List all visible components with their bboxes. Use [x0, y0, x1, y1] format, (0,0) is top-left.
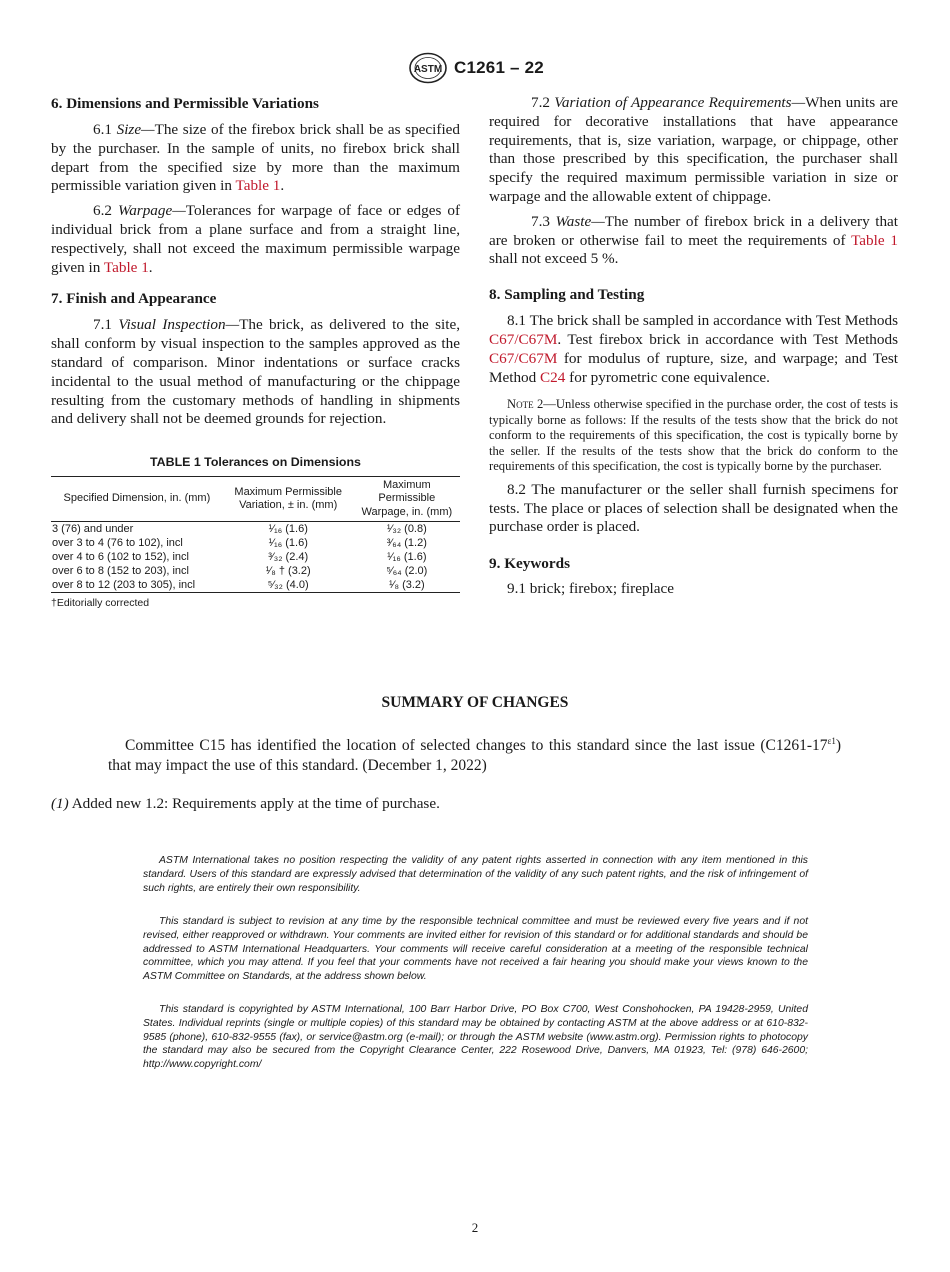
table-row [51, 522, 460, 537]
summary-item [51, 794, 460, 814]
summary-superscript: ε1 [827, 735, 836, 746]
paragraph-7-2 [489, 94, 898, 207]
page-header [0, 52, 950, 86]
paragraph-title: Visual Inspection— [118, 316, 240, 334]
paragraph-text: for pyrometric cone equivalence. [569, 368, 770, 386]
c67-link[interactable]: C67/C67M [489, 330, 558, 348]
paragraph-text: for modulus of rupture, size, and warpage; and Test Method [489, 349, 898, 386]
logo-lettering: ASTM [413, 64, 443, 75]
c24-link[interactable]: C24 [540, 368, 566, 386]
paragraph-text: The size of the firebox brick shall be as specified by the purchaser. In the sample of units, no firebox brick shall depart from the specified size by more than the maximum permissible variation given in [51, 121, 460, 195]
cell-dimension: over 3 to 4 (76 to 102), incl [52, 537, 183, 550]
table-1 [51, 453, 460, 613]
note-text: —Unless otherwise specified in the purchase order, the cost of tests is typically borne as follows: If the results of the tests show that the brick do not conform to the requirements of this specification, the cost is typically borne by the seller. If the results of the tests show that the brick do conform to the requirements of this specification, the cost is typically borne by the purchaser. [489, 397, 899, 474]
paragraph-text: The brick, as delivered to the site, shall conform by visual inspection to the samples approved as the standard of comparison. Minor indentations or surface cracks incidental to the usual method of manufacturing or the chippage resulting from the customary methods of handling in shipments and delivery shall not be deemed grounds for rejection. [51, 316, 461, 428]
summary-title: SUMMARY OF CHANGES [381, 694, 569, 711]
cell-variation: ³⁄₃₂ (2.4) [268, 551, 309, 564]
paragraph-number: 6.1 [93, 121, 112, 138]
legal-text: This standard is copyrighted by ASTM International, 100 Barr Harbor Drive, PO Box C700, West Conshohocken, PA 19428-2959, United States. Individual reprints (single or multiple copies) of this standard may be obtained by contacting ASTM at the above address or at 610-832-9585 (phone), 610-832-9555 (fax), or service@astm.org (e-mail); or through the ASTM website (www.astm.org). Permission rights to photocopy the standard may also be secured from the Copyright Clearance Center, 222 Rosewood Drive, Danvers, MA 01923, Tel: (978) 646-2600; http://www.copyright.com/ [143, 1004, 808, 1071]
paragraph-number: 8.1 [507, 312, 526, 330]
cell-variation: ¹⁄₁₆ (1.6) [268, 523, 308, 536]
column-header: Specified Dimension, in. (mm) [63, 492, 211, 505]
summary-text: Committee C15 has identified the location of selected changes to this standard since the last issue (C1261-17 [125, 737, 828, 754]
summary-text: ) that may impact the use of this standard. (December 1, 2022) [108, 737, 841, 774]
note-number: 2 [537, 397, 544, 412]
table-1-link[interactable]: Table 1 [851, 231, 898, 249]
left-column [51, 94, 460, 613]
cell-warpage: ¹⁄₁₆ (1.6) [387, 551, 427, 564]
section-7-heading: 7. Finish and Appearance [51, 290, 217, 308]
cell-warpage: ¹⁄₈ (3.2) [388, 579, 425, 592]
paragraph-7-3 [489, 213, 898, 269]
paragraph-9-1 [489, 580, 898, 599]
paragraph-number: 7.3 [531, 212, 550, 230]
standard-designation: C1261 – 22 [454, 58, 544, 77]
legal-text: This standard is subject to revision at any time by the responsible technical committee and must be reviewed every five years and if not revised, either reapproved or withdrawn. Your comments are invited either for revision of this standard or for additional standards and should be addressed to ASTM International Headquarters. Your comments will receive careful consideration at a meeting of the responsible technical committee, which you may attend. If you feel that your comments have not received a fair hearing you should make your views known to the ASTM Committee on Standards, at the address shown below. [143, 916, 808, 983]
table-row [51, 578, 460, 593]
table-1-link[interactable]: Table 1 [103, 258, 149, 276]
paragraph-text: brick; firebox; fireplace [529, 580, 674, 598]
paragraph-text: When units are required for decorative installations that have appearance requirements, that is, size variation, warpage, or chippage, other than those prescribed by this specification, the purchaser shall specify the required maximum permissible variation in size or warpage and the allowable extent of chippage. [489, 94, 899, 205]
paragraph-8-2 [489, 481, 898, 537]
cell-warpage: ¹⁄₃₂ (0.8) [386, 523, 427, 536]
section-9-heading: 9. Keywords [489, 555, 570, 573]
cell-dimension: 3 (76) and under [52, 523, 134, 536]
paragraph-title: Variation of Appearance Requirements— [554, 94, 806, 111]
paragraph-title: Warpage— [117, 202, 186, 220]
table-header-row [51, 476, 460, 522]
section-8-heading: 8. Sampling and Testing [489, 286, 645, 304]
paragraph-number: 7.2 [531, 94, 550, 111]
cell-variation: ¹⁄₁₆ (1.6) [268, 537, 308, 550]
cell-dimension: over 4 to 6 (102 to 152), incl [52, 551, 189, 564]
cell-dimension: over 6 to 8 (152 to 203), incl [52, 565, 189, 578]
paragraph-text: The number of firebox brick in a delivery that are broken or otherwise fail to meet the requirements of [489, 212, 899, 249]
table-row [51, 550, 460, 564]
cell-variation: ¹⁄₈ † (3.2) [265, 565, 311, 578]
legal-notice-patent [143, 854, 808, 895]
cell-dimension: over 8 to 12 (203 to 305), incl [52, 579, 196, 592]
column-header: Maximum Permissible Variation, ± in. (mm) [234, 485, 342, 512]
summary-body [108, 736, 841, 775]
summary-item-number: (1) [51, 795, 69, 812]
tolerances-table [51, 476, 460, 594]
paragraph-number: 7.1 [93, 316, 112, 334]
table-footnote: †Editorially corrected [51, 597, 150, 610]
paragraph-title: Waste— [555, 212, 605, 230]
paragraph-text: The brick shall be sampled in accordance with Test Methods [529, 312, 898, 330]
paragraph-number: 8.2 [507, 480, 526, 498]
summary-item-text: Added new 1.2: Requirements apply at the time of purchase. [71, 795, 440, 812]
paragraph-6-2: 6.2 Warpage—Tolerances for warpage of face or edges of individual brick from a plane surface and from a straight line, respectively, shall not exceed the maximum permissible warpage given in Table 1. [51, 202, 461, 276]
page-number: 2 [471, 1220, 479, 1235]
legal-text: ASTM International takes no position respecting the validity of any patent rights asserted in connection with any item mentioned in this standard. Users of this standard are expressly advised that determination of the validity of any such patent rights, and the risk of infringement of such rights, are entirely their own responsibility. [143, 855, 808, 894]
table-title: TABLE 1 Tolerances on Dimensions [150, 455, 361, 470]
cell-warpage: ⁵⁄₆₄ (2.0) [386, 565, 428, 578]
paragraph-text: Tolerances for warpage of face or edges of individual brick from a plane surface and from a straight line, respectively, shall not exceed the maximum permissible warpage given in [51, 202, 461, 276]
table-row [51, 536, 460, 550]
paragraph-7-1 [51, 316, 460, 429]
paragraph-8-1 [489, 312, 898, 387]
paragraph-title: Size— [116, 121, 155, 138]
note-2 [489, 397, 898, 475]
table-row [51, 564, 460, 578]
column-header: Maximum Permissible Warpage, in. (mm) [361, 478, 453, 518]
c67-link[interactable]: C67/C67M [489, 349, 558, 367]
paragraph-6-1: 6.1 Size—The size of the firebox brick shall be as specified by the purchaser. In the sample of units, no firebox brick shall depart from the specified size by more than the maximum permissible variation given in Table 1. [51, 121, 460, 195]
paragraph-text: The manufacturer or the seller shall furnish specimens for tests. The place or places of selection shall be designated when the purchase order is placed. [489, 480, 898, 536]
astm-logo-icon [408, 52, 448, 84]
paragraph-text-tail: shall not exceed 5 %. [489, 250, 619, 268]
paragraph-text: . Test firebox brick in accordance with Test Methods [557, 330, 898, 348]
paragraph-number: 9.1 [507, 580, 526, 598]
section-6-heading: 6. Dimensions and Permissible Variations [51, 95, 319, 112]
note-label: Note [507, 397, 534, 412]
legal-notice-copyright [143, 1003, 808, 1072]
cell-warpage: ³⁄₆₄ (1.2) [386, 537, 427, 550]
right-column [489, 94, 898, 599]
legal-notice-revision [143, 915, 808, 984]
table-1-link[interactable]: Table 1 [235, 177, 281, 195]
cell-variation: ⁵⁄₃₂ (4.0) [267, 579, 309, 592]
paragraph-number: 6.2 [93, 202, 112, 220]
